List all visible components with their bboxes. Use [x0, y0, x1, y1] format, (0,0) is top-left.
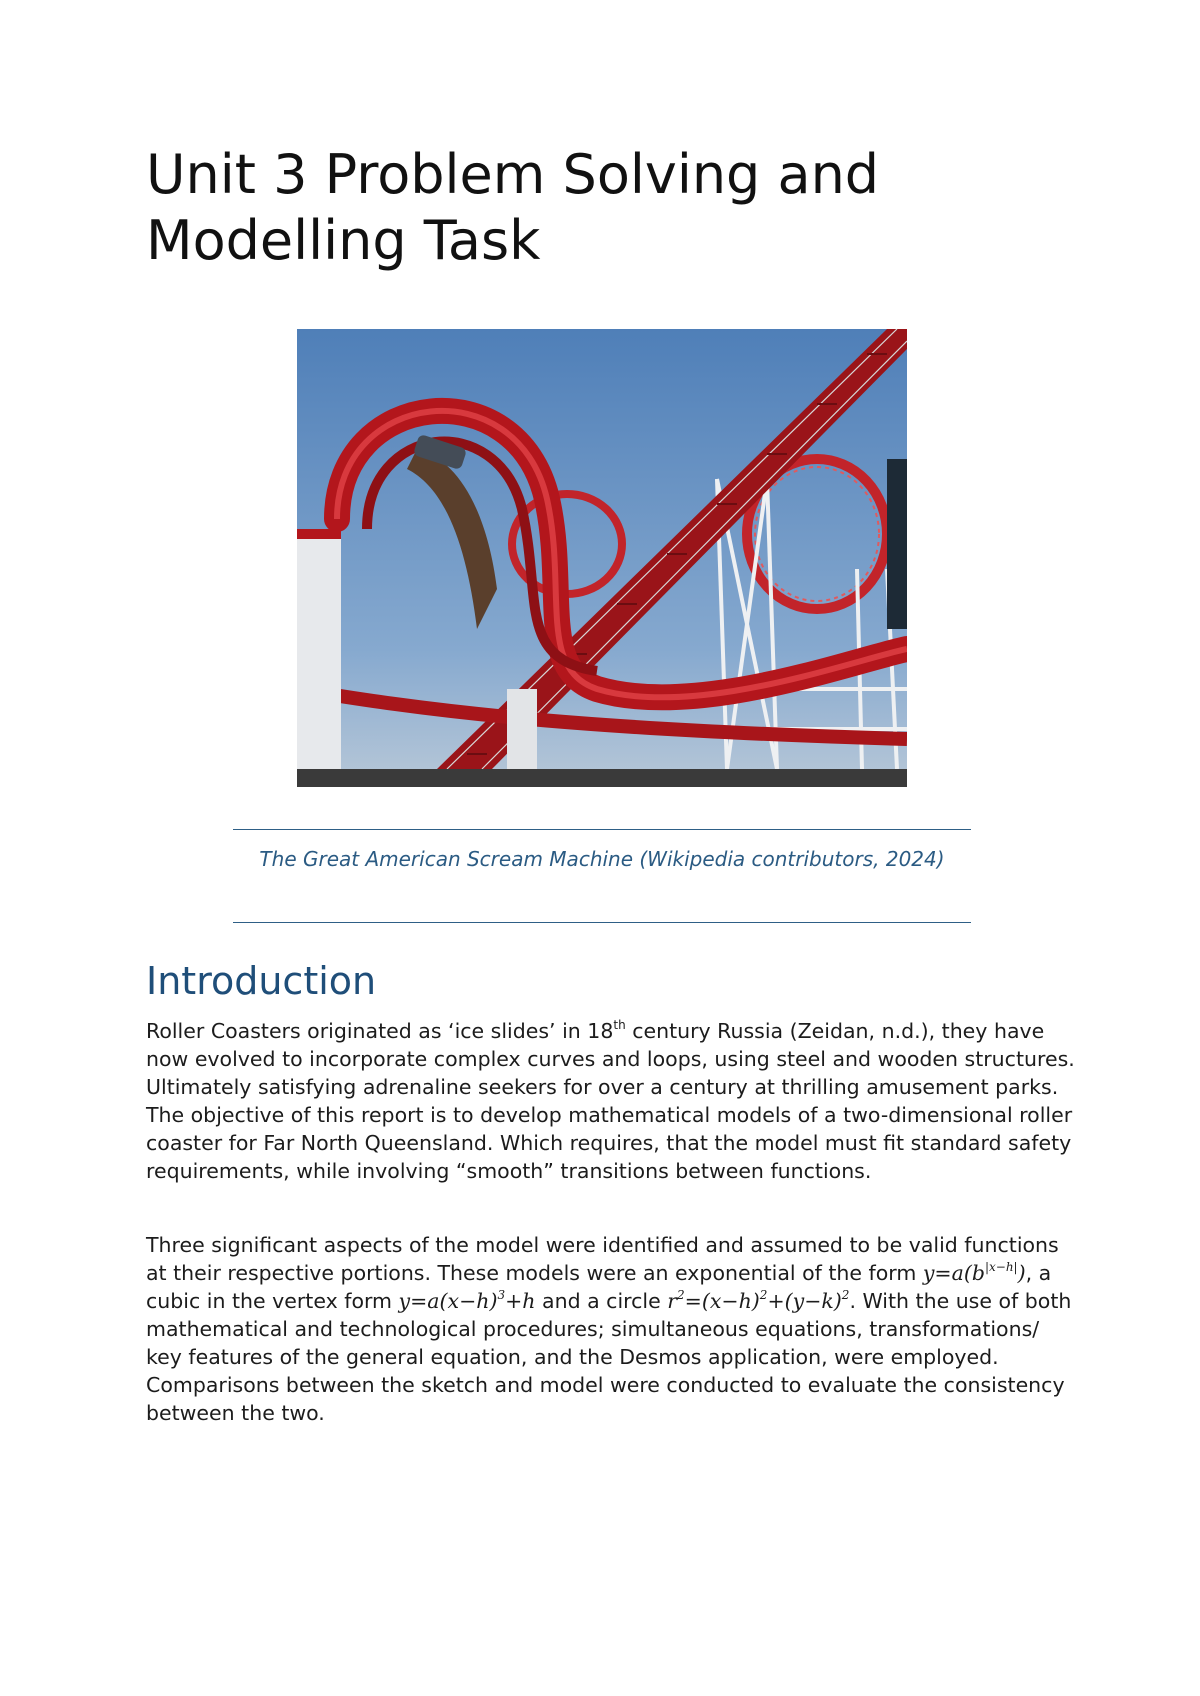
p2-text-b: , a cubic in the vertex form — [146, 1261, 1052, 1313]
eq1-base: y=a(b — [922, 1261, 985, 1285]
eq2-tail: +h — [505, 1289, 536, 1313]
p2-text-a: Three significant aspects of the model were identified and assumed to be valid functions at their respective portions. These models were an exponential of the form — [146, 1233, 1059, 1285]
eq3-tail: +(y−k) — [767, 1289, 842, 1313]
eq3-r-exponent: 2 — [677, 1288, 685, 1302]
eq1-exponent: |x−h| — [984, 1260, 1018, 1274]
roller-coaster-photo — [297, 329, 907, 787]
caption-bottom-rule — [233, 922, 971, 923]
cubic-equation — [399, 1289, 536, 1313]
circle-equation — [667, 1289, 849, 1313]
eq3-tail-exponent: 2 — [841, 1288, 850, 1302]
eq2-exponent: 3 — [497, 1288, 506, 1302]
p2-text-d: . With the use of both mathematical and technological procedures; simultaneous equations, transformations/ key features of the general equation, and the Desmos application, were employed. Comparisons between the sketch and model were conducted to evaluate the consistency between the two. — [146, 1289, 1072, 1425]
figure-caption: The Great American Scream Machine (Wikipedia contributors, 2024) — [259, 847, 945, 871]
eq3-mid-exponent: 2 — [759, 1288, 768, 1302]
eq3-mid: =(x−h) — [684, 1289, 760, 1313]
introduction-paragraph-1 — [146, 1017, 1076, 1185]
ordinal-suffix: th — [613, 1018, 626, 1032]
eq1-close: ) — [1017, 1261, 1026, 1285]
p1-text-b: century Russia (Zeidan, n.d.), they have now evolved to incorporate complex curves and loops, using steel and wooden structures. Ultimately satisfying adrenaline seekers for over a century at thrilling amusement parks. The objective of this report is to develop mathematical models of a two-dimensional roller coaster for Far North Queensland. Which requires, that the model must fit standard safety requirements, while involving “smooth” transitions between functions. — [146, 1019, 1075, 1183]
p2-text-c: and a circle — [535, 1289, 668, 1313]
p1-text-a: Roller Coasters originated as ‘ice slides’ in 18 — [146, 1019, 614, 1043]
eq2-base: y=a(x−h) — [398, 1289, 498, 1313]
exponential-equation — [923, 1261, 1026, 1285]
document-title: Unit 3 Problem Solving and Modelling Task — [146, 143, 880, 272]
eq3-r: r — [667, 1289, 678, 1313]
introduction-paragraph-2 — [146, 1231, 1076, 1427]
introduction-heading: Introduction — [146, 959, 377, 1003]
caption-top-rule — [233, 829, 971, 830]
